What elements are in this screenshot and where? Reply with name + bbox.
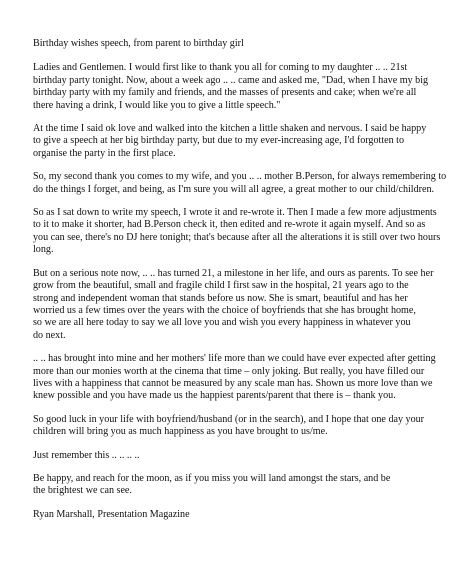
paragraph-serious-note: But on a serious note now, .. .. has turned 21, a milestone in her life, and ours as parents. To see her grow from the beautiful, small and fragile child I first saw in the hospital, 21 years ago to the strong and independent woman that stands before us now. She is smart, beautiful and has her worried us a few times over the years with the choice of boyfriends that she has brought home, so we are all here today to say we all love you and wish you every happiness in whatever you do next.: [33, 267, 434, 341]
paragraph-remember: Just remember this .. .. .. ..: [33, 449, 140, 461]
paragraph-thank-wife: So, my second thank you comes to my wife, and you .. .. mother B.Person, for always remembering to do the things I forget, and being, as I'm sure you will all agree, a great mother to our child/children.: [33, 171, 447, 195]
paragraph-intro: Ladies and Gentlemen. I would first like to thank you all for coming to my daughter .. .. 21st birthday party tonight. Now, about a week ago .. .. came and asked me, "Dad, when I have my big birthday party with my family and friends, and the masses of presents and cake; when we're all there having a drink, I would like you to give a little speech.": [33, 62, 429, 111]
paragraph-good-luck: So good luck in your life with boyfriend/husband (or in the search), and I hope that one day your children will bring you as much happiness as you have brought to us/me.: [33, 413, 425, 438]
paragraph-happiness: .. .. has brought into mine and her mothers' life more than we could have ever expected after getting more than our monies worth at the cinema that time – only joking. But really, you have filled our lives with a happiness that cannot be measured by any scale man has. Shown us more love than we knew possible and you have made us the happiest parents/parent that there is – thank you.: [33, 353, 436, 402]
paragraph-kitchen: At the time I said ok love and walked into the kitchen a little shaken and nervous. I said be happy to give a speech at her big birthday party, but due to my ever-increasing age, I'd forgotten to organise the party in the first place.: [33, 123, 427, 159]
paragraph-be-happy: Be happy, and reach for the moon, as if you miss you will land amongst the stars, and be the brightest we can see.: [33, 472, 391, 497]
speech-document: [33, 38, 451, 532]
author-signature: Ryan Marshall, Presentation Magazine: [33, 508, 190, 520]
paragraph-writing-speech: So as I sat down to write my speech, I wrote it and re-wrote it. Then I made a few more adjustments to it to make it shorter, had B.Person check it, then edited and re-wrote it again myself. And so as you can see, there's no DJ here tonight; that's because after all the alterations it is still over two hours long.: [33, 207, 441, 256]
document-title: Birthday wishes speech, from parent to birthday girl: [33, 38, 244, 49]
